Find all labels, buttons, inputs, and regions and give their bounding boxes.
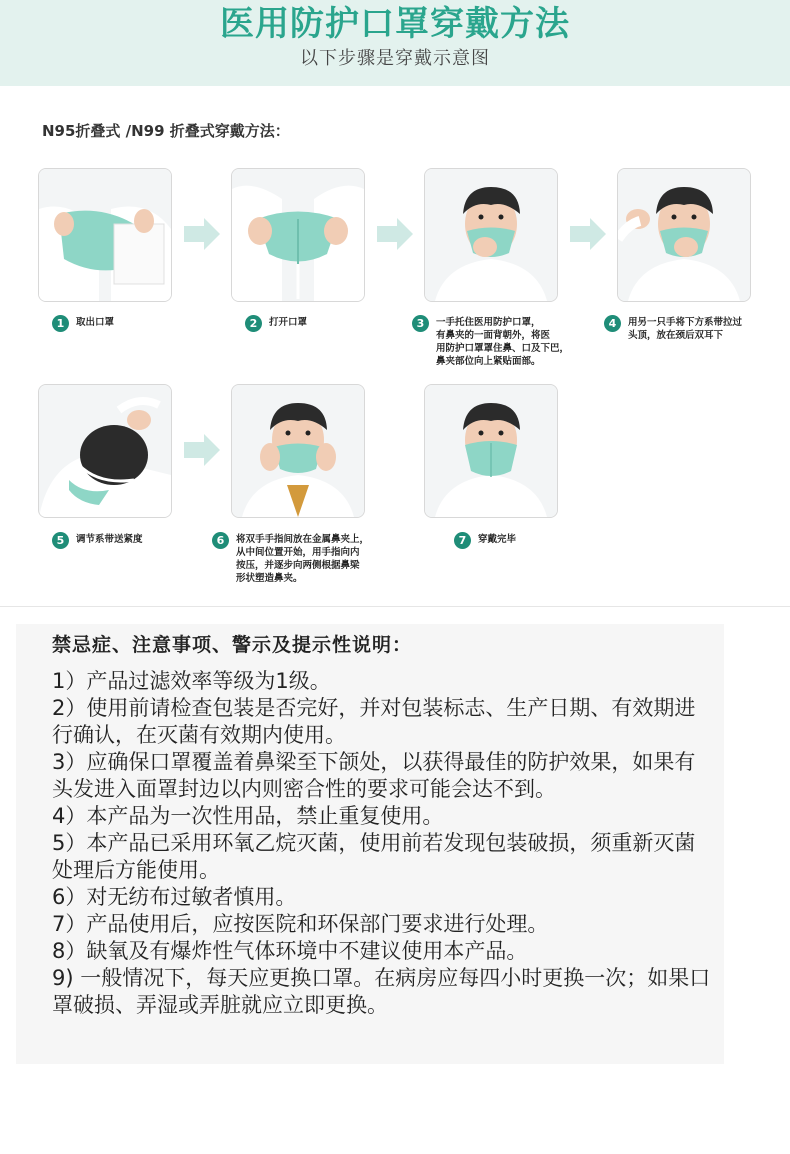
step-7-photo: [424, 384, 558, 518]
step-text: 调节系带送紧度: [76, 534, 143, 545]
page-title: 医用防护口罩穿戴方法: [220, 4, 570, 44]
list-item: 9) 一般情况下，每天应更换口罩。在病房应每四小时更换一次；如果口罩破损、弄湿或弄脏就应立即更换。: [52, 966, 711, 1017]
list-item: 1）产品过滤效率等级为1级。: [52, 669, 331, 693]
section-divider: [0, 606, 790, 607]
list-item: 2）使用前请检查包装是否完好，并对包装标志、生产日期、有效期进行确认，在灭菌有效期内使用。: [52, 696, 696, 747]
step-5-photo: [38, 384, 172, 518]
list-item: 7）产品使用后，应按医院和环保部门要求进行处理。: [52, 912, 549, 936]
step-text: 一手托住医用防护口罩， 有鼻夹的一面背朝外，将医 用防护口罩罩住鼻、口及下巴， 鼻夹部位向上紧贴面部。: [436, 317, 570, 367]
arrow-right-icon: [568, 214, 608, 254]
step-2-photo: [231, 168, 365, 302]
arrow-right-icon: [375, 214, 415, 254]
step-number-badge: 7: [454, 532, 471, 549]
step-4-photo: [617, 168, 751, 302]
method-heading: N95折叠式 /N99 折叠式穿戴方法：: [42, 122, 290, 140]
step-number-badge: 5: [52, 532, 69, 549]
step-text: 穿戴完毕: [478, 534, 517, 545]
step-number-badge: 2: [245, 315, 262, 332]
step-text: 打开口罩: [269, 317, 308, 328]
step-number-badge: 3: [412, 315, 429, 332]
step-1-photo: [38, 168, 172, 302]
step-3-photo: [424, 168, 558, 302]
notes-list: [52, 668, 712, 1019]
step-6-photo: [231, 384, 365, 518]
step-number-badge: 1: [52, 315, 69, 332]
step-text: 将双手手指间放在金属鼻夹上， 从中间位置开始，用手指向内 按压，并逐步向两侧根据鼻梁 形状塑造鼻夹。: [236, 534, 370, 584]
list-item: 3）应确保口罩覆盖着鼻梁至下颌处，以获得最佳的防护效果，如果有头发进入面罩封边以内则密合性的要求可能会达不到。: [52, 750, 696, 801]
page-subtitle: 以下步骤是穿戴示意图: [300, 48, 490, 69]
arrow-right-icon: [182, 214, 222, 254]
arrow-right-icon: [182, 430, 222, 470]
list-item: 4）本产品为一次性用品，禁止重复使用。: [52, 804, 444, 828]
list-item: 5）本产品已采用环氧乙烷灭菌，使用前若发现包装破损，须重新灭菌处理后方能使用。: [52, 831, 696, 882]
step-text: 用另一只手将下方系带拉过 头顶，放在颈后双耳下: [628, 317, 743, 341]
list-item: 8）缺氧及有爆炸性气体环境中不建议使用本产品。: [52, 939, 528, 963]
step-text: 取出口罩: [76, 317, 115, 328]
notes-title: 禁忌症、注意事项、警示及提示性说明：: [52, 634, 413, 656]
step-number-badge: 4: [604, 315, 621, 332]
step-number-badge: 6: [212, 532, 229, 549]
list-item: 6）对无纺布过敏者慎用。: [52, 885, 297, 909]
header-banner: [0, 0, 790, 86]
